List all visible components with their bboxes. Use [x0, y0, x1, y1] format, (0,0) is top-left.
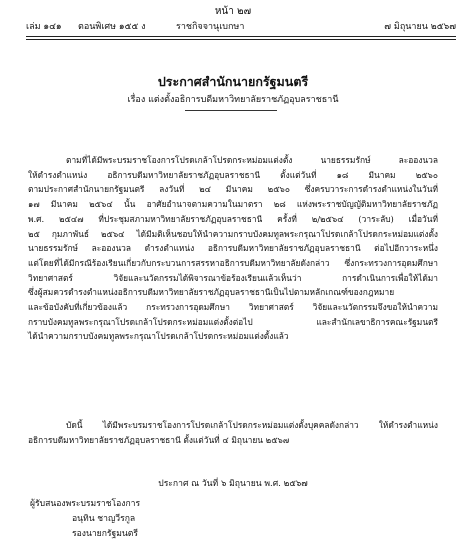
paragraph-line: ตามที่ได้มีพระบรมราชโองการโปรดเกล้าโปรดกระหม่อมแต่งตั้ง นายธรรมรักษ์ ละอองนวล [66, 155, 438, 165]
announcement-title: ประกาศสำนักนายกรัฐมนตรี [157, 74, 309, 89]
header-rule-top [26, 36, 456, 37]
paragraph-2 [28, 418, 438, 447]
paragraph-line: บัดนี้ ได้มีพระบรมราชโองการโปรดเกล้าโปรดกระหม่อมแต่งตั้งบุคคลดังกล่าว ให้ดำรงตำแหน่ง [66, 420, 438, 430]
paragraph-line: และข้อบังคับที่เกี่ยวข้องแล้ว กระทรวงการอุดมศึกษา วิทยาศาสตร์ วิจัยและนวัตกรรมจึงขอให้นำความ [28, 302, 438, 313]
paragraph-line: ซึ่งผู้สมควรดำรงตำแหน่งอธิการบดีมหาวิทยาลัยราชภัฏอุบลราชธานีเป็นไปตามหลักเกณฑ์ของกฎหมาย [28, 287, 395, 298]
signer-name: อนุทิน ชาญวีรกูล [72, 514, 136, 524]
given-date: ประกาศ ณ วันที่ ๖ มิถุนายน พ.ศ. ๒๕๖๗ [158, 479, 308, 489]
countersign-role: ผู้รับสนองพระบรมราชโองการ [30, 499, 141, 509]
gazette-name: ราชกิจจานุเบกษา [176, 22, 245, 32]
announcement-subject: เรื่อง แต่งตั้งอธิการบดีมหาวิทยาลัยราชภัฏอุบลราชธานี [127, 95, 339, 105]
paragraph-line: ๑๗ มีนาคม ๒๕๖๔ นั้น อาศัยอำนาจตามความในมาตรา ๒๘ แห่งพระราชบัญญัติมหาวิทยาลัยราชภัฏ [28, 199, 438, 210]
gazette-date: ๗ มิถุนายน ๒๕๖๗ [384, 22, 456, 32]
paragraph-line: กราบบังคมทูลพระกรุณาโปรดเกล้าโปรดกระหม่อมแต่งตั้งต่อไป และสำนักเลขาธิการคณะรัฐมนตรี [28, 316, 438, 327]
paragraph-line: นายธรรมรักษ์ ละอองนวล ดำรงตำแหน่ง อธิการบดีมหาวิทยาลัยราชภัฏอุบลราชธานี ต่อไปอีกวาระหนึ่ง [28, 243, 438, 254]
paragraph-1 [28, 153, 438, 344]
paragraph-line: วิทยาศาสตร์ วิจัยและนวัตกรรมได้พิจารณาข้อร้องเรียนแล้วเห็นว่า การดำเนินการเพื่อให้ได้มา [28, 272, 438, 283]
paragraph-line: ให้ดำรงตำแหน่ง อธิการบดีมหาวิทยาลัยราชภัฏอุบลราชธานี ตั้งแต่วันที่ ๑๘ มีนาคม ๒๕๖๐ [28, 169, 438, 180]
signature-block [30, 497, 140, 542]
paragraph-line: อธิการบดีมหาวิทยาลัยราชภัฏอุบลราชธานี ตั้งแต่วันที่ ๔ มิถุนายน ๒๕๖๗ [28, 434, 290, 445]
page-number: หน้า ๒๗ [214, 6, 252, 17]
issue-number: ตอนพิเศษ ๑๕๕ ง [78, 22, 146, 32]
paragraph-line: พ.ศ. ๒๕๔๗ ที่ประชุมสภามหาวิทยาลัยราชภัฏอุบลราชธานี ครั้งที่ ๒/๒๕๖๔ (วาระลับ) เมื่อวันที่ [28, 213, 438, 224]
paragraph-line: แต่โดยที่ได้มีกรณีร้องเรียนเกี่ยวกับกระบวนการสรรหาอธิการบดีมหาวิทยาลัยดังกล่าว ซึ่งกระทรวงการอุดมศึกษา [28, 257, 438, 268]
paragraph-line: ๒๕ กุมภาพันธ์ ๒๕๖๔ ได้มีมติเห็นชอบให้นำความกราบบังคมทูลพระกรุณาโปรดเกล้าโปรดกระหม่อมแต่งตั้ง [28, 228, 438, 239]
header-rule-bottom [26, 39, 456, 40]
paragraph-line: ตามประกาศสำนักนายกรัฐมนตรี ลงวันที่ ๒๔ มีนาคม ๒๕๖๐ ซึ่งครบวาระการดำรงตำแหน่งในวันที่ [28, 184, 438, 195]
signer-position: รองนายกรัฐมนตรี [72, 529, 139, 539]
paragraph-line: ได้นำความกราบบังคมทูลพระกรุณาโปรดเกล้าโปรดกระหม่อมแต่งตั้งแล้ว [28, 331, 289, 342]
title-divider [185, 110, 277, 111]
volume-number: เล่ม ๑๔๑ [26, 22, 62, 32]
gazette-header [26, 19, 456, 33]
